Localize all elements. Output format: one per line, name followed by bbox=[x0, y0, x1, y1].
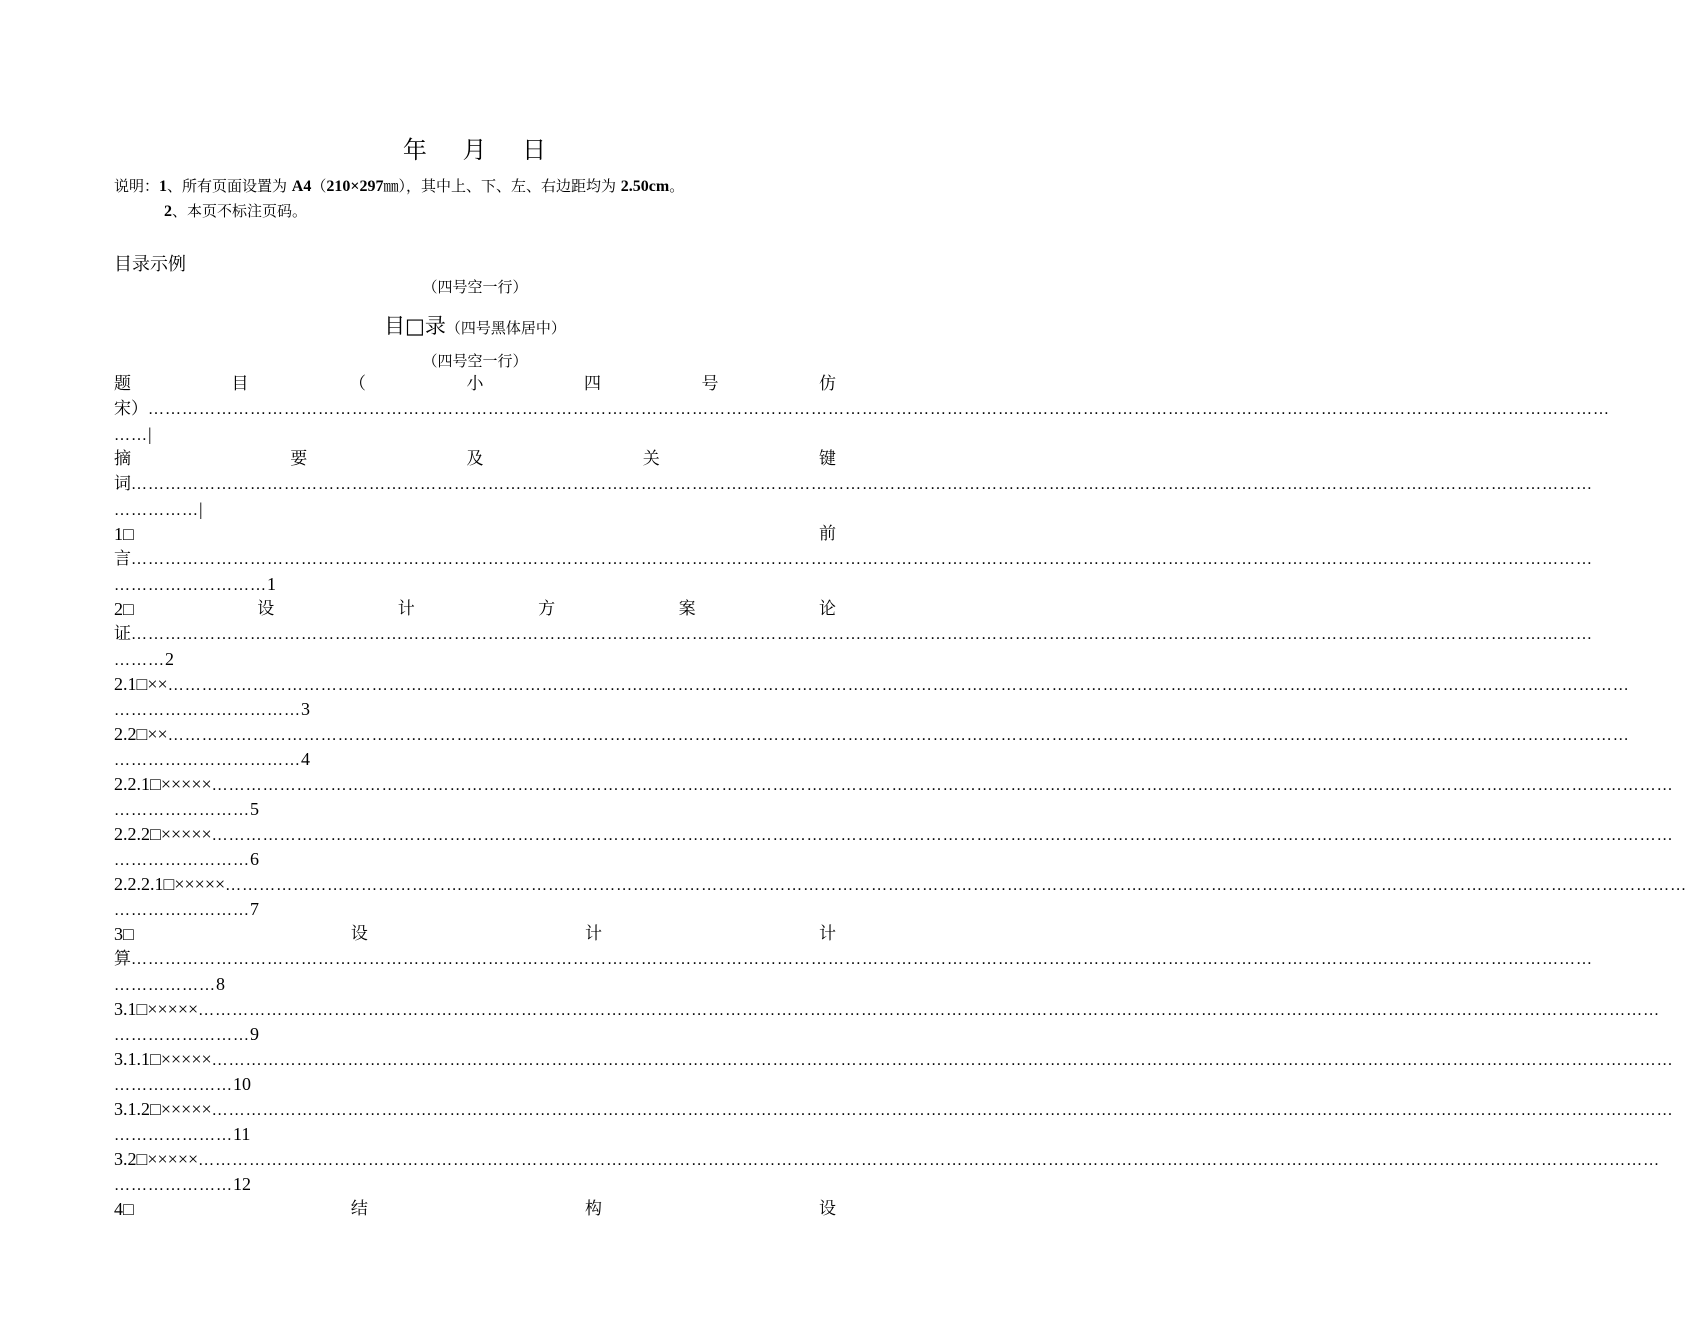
toc-title-char: 结 bbox=[350, 1199, 368, 1219]
toc-title-char: 目 bbox=[231, 374, 249, 394]
toc-page-number: 7 bbox=[250, 899, 259, 919]
date-line: 年 月 日 bbox=[402, 136, 548, 164]
toc-entry-title-end: 言 bbox=[114, 549, 131, 569]
toc-title-char: 3□ bbox=[114, 924, 134, 944]
toc-page-number: 3 bbox=[301, 699, 310, 719]
toc-entry[interactable] bbox=[114, 722, 1630, 772]
toc-entry[interactable] bbox=[114, 597, 1593, 672]
toc-entry-page-line bbox=[114, 1072, 836, 1097]
toc-entry-title-line bbox=[114, 822, 1674, 847]
toc-entry-title-end: 证 bbox=[114, 624, 131, 644]
toc-entry-page-line bbox=[114, 497, 836, 522]
toc-title-char: 2□ bbox=[114, 599, 134, 619]
note-text-b: （ bbox=[311, 177, 327, 195]
toc-leader-dots: …………………………………………………………………………………………………………………………………………………………………………………………………………………………………… bbox=[131, 476, 1593, 493]
toc-entry-title-line bbox=[114, 722, 1630, 747]
toc-title-char: 要 bbox=[290, 449, 308, 469]
toc-entry[interactable] bbox=[114, 1197, 836, 1222]
toc-entry-page-line bbox=[114, 1022, 836, 1047]
toc-leader-dots: …………………………………………………………………………………………………………………………………………………………………………………………………………………………………… bbox=[167, 677, 1630, 694]
toc-title-char: 计 bbox=[584, 924, 602, 944]
toc-title-char: 计 bbox=[397, 599, 415, 619]
toc-page-number: 12 bbox=[233, 1174, 251, 1194]
toc-title-char: （ bbox=[349, 374, 366, 394]
toc-title-char: 案 bbox=[678, 599, 696, 619]
toc-page-number: 1 bbox=[267, 574, 276, 594]
toc-entry-title: 2.2.2□××××× bbox=[114, 824, 212, 844]
toc-entry-title: 3.1.2□××××× bbox=[114, 1099, 212, 1119]
toc-leader-dots: …… bbox=[114, 427, 148, 444]
toc-entry-continuation bbox=[114, 947, 1593, 972]
toc-title-char: 4□ bbox=[114, 1199, 134, 1219]
toc-title-char: 论 bbox=[818, 599, 836, 619]
toc-leader-dots: ……… bbox=[114, 652, 165, 669]
blank-line-note-top: （四号空一行） bbox=[422, 278, 528, 296]
toc-entry-title: 2.2.2.1□××××× bbox=[114, 874, 226, 894]
toc-title-char: 构 bbox=[584, 1199, 602, 1219]
note-text-c: ㎜），其中上、下、左、右边距均为 bbox=[383, 177, 621, 195]
toc-title-char: 摘 bbox=[114, 449, 131, 469]
toc-entry-title-line bbox=[114, 1097, 1674, 1122]
toc-title-char: 及 bbox=[466, 449, 484, 469]
toc-title-char: 前 bbox=[819, 524, 836, 544]
toc-entry-page-line bbox=[114, 972, 836, 997]
toc-entry-title-end: 宋） bbox=[114, 399, 148, 419]
toc-page-number: | bbox=[199, 499, 203, 519]
note-line-1 bbox=[114, 176, 684, 197]
toc-entry-page-line bbox=[114, 897, 836, 922]
toc-entry-title-line bbox=[114, 772, 1674, 797]
toc-title-char: 关 bbox=[642, 449, 660, 469]
toc-title-char: 计 bbox=[818, 924, 836, 944]
toc-title-char: 设 bbox=[257, 599, 275, 619]
toc-entry-title-line bbox=[114, 997, 1661, 1022]
toc-leader-dots: …………………………………………………………………………………………………………………………………………………………………………………………………………………………………… bbox=[225, 877, 1687, 894]
toc-entry-title-line bbox=[114, 922, 836, 947]
toc-entry[interactable] bbox=[114, 772, 1674, 822]
note-prefix: 说明： bbox=[114, 177, 160, 195]
toc-leader-dots: …………………………………………………………………………………………………………………………………………………………………………………………………………………………………… bbox=[131, 551, 1593, 568]
toc-entry-title: 2.2□×× bbox=[114, 724, 168, 744]
toc-leader-dots: ………………… bbox=[114, 1127, 233, 1144]
toc-page-number: 6 bbox=[250, 849, 259, 869]
example-heading: 目录示例 bbox=[114, 254, 186, 275]
toc-title-note: （四号黑体居中） bbox=[445, 319, 566, 337]
toc-leader-dots: …………………… bbox=[114, 1027, 250, 1044]
toc-entry[interactable] bbox=[114, 822, 1674, 872]
toc-entry-title: 3.1□××××× bbox=[114, 999, 199, 1019]
toc-leader-dots: …………………………………………………………………………………………………………………………………………………………………………………………………………………………………… bbox=[211, 1102, 1674, 1119]
toc-entry-page-line bbox=[114, 847, 836, 872]
toc-entry-page-line bbox=[114, 697, 836, 722]
note-num-2: 2 bbox=[164, 203, 172, 220]
toc-title-char: 键 bbox=[819, 449, 836, 469]
toc-entry[interactable] bbox=[114, 922, 1593, 997]
toc-entry-title-line bbox=[114, 447, 836, 472]
note-text-d: 。 bbox=[669, 177, 685, 195]
toc-page-number: 9 bbox=[250, 1024, 259, 1044]
toc-title-char: 仿 bbox=[819, 374, 836, 394]
toc-entry-title-line bbox=[114, 1147, 1661, 1172]
toc-leader-dots: …………… bbox=[114, 502, 199, 519]
toc-entry-continuation bbox=[114, 472, 1593, 497]
toc-leader-dots: …………………………………………………………………………………………………………………………………………………………………………………………………………………………………… bbox=[131, 951, 1593, 968]
toc-title-char: 小 bbox=[466, 374, 484, 394]
blank-line-note-bottom: （四号空一行） bbox=[422, 352, 528, 370]
toc-leader-dots: …………………………… bbox=[114, 702, 301, 719]
note-paper: A4 bbox=[291, 178, 312, 195]
toc-entry-page-line bbox=[114, 1122, 836, 1147]
toc-entry-title-line bbox=[114, 597, 836, 622]
toc-title-char: 1□ bbox=[114, 524, 134, 544]
toc-title-char: 号 bbox=[701, 374, 719, 394]
toc-entry[interactable] bbox=[114, 447, 1593, 522]
toc-page-number: 4 bbox=[301, 749, 310, 769]
toc-entry[interactable] bbox=[114, 672, 1630, 722]
toc-leader-dots: …………………………………………………………………………………………………………………………………………………………………………………………………………………………………… bbox=[211, 1052, 1674, 1069]
toc-leader-dots: ……………………… bbox=[114, 577, 267, 594]
toc-leader-dots: …………………………………………………………………………………………………………………………………………………………………………………………………………………………………… bbox=[198, 1002, 1661, 1019]
toc-entry-title: 2.1□×× bbox=[114, 674, 168, 694]
toc-entry[interactable] bbox=[114, 372, 1610, 447]
toc-leader-dots: ………………… bbox=[114, 1177, 233, 1194]
toc-entry[interactable] bbox=[114, 1147, 1661, 1197]
toc-entry-title: 3.1.1□××××× bbox=[114, 1049, 212, 1069]
toc-page-number: 2 bbox=[165, 649, 174, 669]
toc-leader-dots: …………………………………………………………………………………………………………………………………………………………………………………………………………………………………… bbox=[131, 626, 1593, 643]
toc-leader-dots: …………………………………………………………………………………………………………………………………………………………………………………………………………………………………… bbox=[211, 827, 1674, 844]
toc-entry[interactable] bbox=[114, 1097, 1674, 1147]
toc-title-char: 设 bbox=[350, 924, 368, 944]
toc-entry-title-end: 算 bbox=[114, 949, 131, 969]
toc-entry-title-line bbox=[114, 522, 836, 547]
toc-entry-title-line bbox=[114, 1197, 836, 1222]
toc-entry-title-line bbox=[114, 372, 836, 397]
toc-leader-dots: …………………… bbox=[114, 852, 250, 869]
note-line-2 bbox=[164, 201, 307, 222]
toc-entry-title-end: 词 bbox=[114, 474, 131, 494]
toc-entry[interactable] bbox=[114, 997, 1661, 1047]
toc-entry-page-line bbox=[114, 1172, 836, 1197]
toc-entry-page-line bbox=[114, 572, 836, 597]
toc-title bbox=[114, 310, 836, 340]
toc-entry-page-line bbox=[114, 797, 836, 822]
toc-entry-continuation bbox=[114, 397, 1610, 422]
toc-title-char: 方 bbox=[538, 599, 556, 619]
toc-entry[interactable] bbox=[114, 872, 1687, 922]
toc-leader-dots: …………………………… bbox=[114, 752, 301, 769]
toc-page-number: 8 bbox=[216, 974, 225, 994]
note-margin: 2.50cm bbox=[620, 178, 670, 195]
toc-title-main: 目□录 bbox=[384, 314, 446, 338]
toc-entry-title: 3.2□××××× bbox=[114, 1149, 199, 1169]
toc-entry[interactable] bbox=[114, 522, 1593, 597]
toc-list bbox=[114, 372, 1687, 1222]
toc-leader-dots: …………………… bbox=[114, 802, 250, 819]
toc-entry-page-line bbox=[114, 647, 836, 672]
toc-title-char: 题 bbox=[114, 374, 131, 394]
toc-entry-page-line bbox=[114, 422, 836, 447]
note-num-1: 1 bbox=[159, 178, 168, 195]
note-line2-text: 、本页不标注页码。 bbox=[172, 202, 308, 220]
toc-page-number: 11 bbox=[233, 1124, 251, 1144]
toc-entry-page-line bbox=[114, 747, 836, 772]
toc-entry-title-line bbox=[114, 1047, 1674, 1072]
toc-entry-continuation bbox=[114, 547, 1593, 572]
toc-leader-dots: …………………………………………………………………………………………………………………………………………………………………………………………………………………………………… bbox=[167, 727, 1630, 744]
toc-leader-dots: …………………………………………………………………………………………………………………………………………………………………………………………………………………………………… bbox=[211, 777, 1674, 794]
toc-page-number: 5 bbox=[250, 799, 259, 819]
toc-leader-dots: ……………… bbox=[114, 977, 216, 994]
toc-entry-title: 2.2.1□××××× bbox=[114, 774, 212, 794]
toc-leader-dots: …………………… bbox=[114, 902, 250, 919]
toc-entry-title-line bbox=[114, 872, 1687, 897]
toc-title-char: 四 bbox=[584, 374, 601, 394]
toc-leader-dots: …………………………………………………………………………………………………………………………………………………………………………………………………………………………………… bbox=[148, 401, 1610, 418]
toc-page-number: | bbox=[148, 424, 152, 444]
toc-entry[interactable] bbox=[114, 1047, 1674, 1097]
note-size: 210×297 bbox=[326, 178, 384, 195]
toc-leader-dots: …………………………………………………………………………………………………………………………………………………………………………………………………………………………………… bbox=[198, 1152, 1661, 1169]
toc-page-number: 10 bbox=[233, 1074, 251, 1094]
toc-entry-continuation bbox=[114, 622, 1593, 647]
toc-title-char: 设 bbox=[818, 1199, 836, 1219]
toc-leader-dots: ………………… bbox=[114, 1077, 233, 1094]
toc-entry-title-line bbox=[114, 672, 1630, 697]
note-text-a: 、所有页面设置为 bbox=[167, 177, 292, 195]
